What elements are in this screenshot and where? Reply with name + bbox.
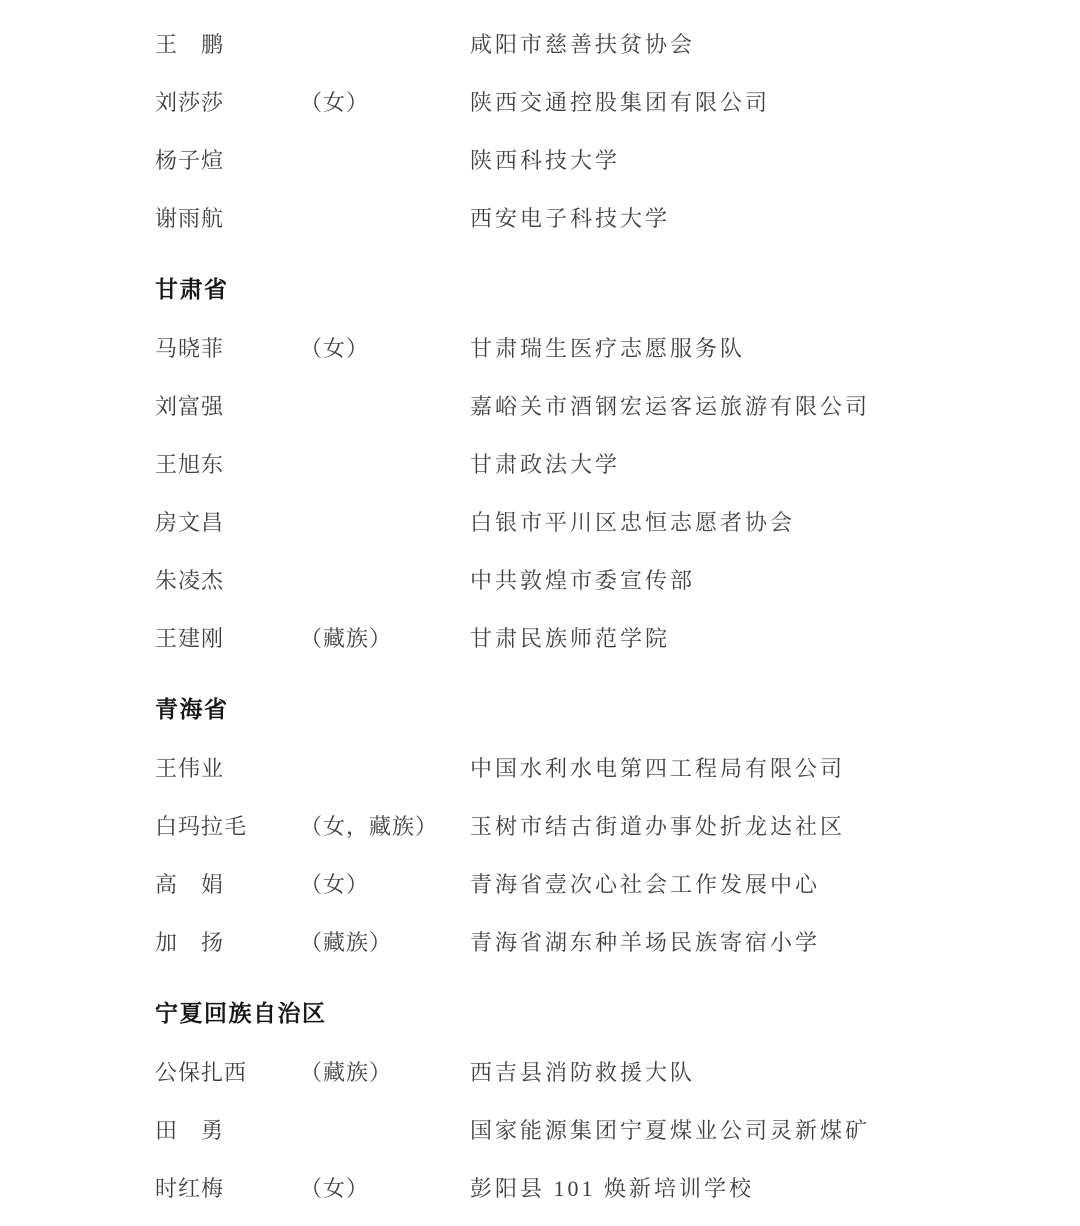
honoree-row — [0, 912, 1080, 970]
award-list — [0, 14, 1080, 1216]
honoree-row — [0, 796, 1080, 854]
honoree-note: （藏族） — [300, 1059, 393, 1085]
honoree-organization: 甘肃政法大学 — [470, 451, 621, 477]
honoree-row — [0, 608, 1080, 666]
honoree-organization: 甘肃瑞生医疗志愿服务队 — [470, 335, 746, 361]
honoree-name: 王 鹏 — [155, 31, 225, 57]
honoree-organization: 咸阳市慈善扶贫协会 — [470, 31, 696, 57]
honoree-organization: 青海省湖东种羊场民族寄宿小学 — [470, 929, 821, 955]
honoree-row — [0, 1100, 1080, 1158]
honoree-row — [0, 492, 1080, 550]
province-heading: 甘肃省 — [155, 276, 229, 302]
honoree-organization: 中共敦煌市委宣传部 — [470, 567, 696, 593]
honoree-name: 房文昌 — [155, 509, 225, 535]
honoree-organization: 白银市平川区忠恒志愿者协会 — [470, 509, 796, 535]
honoree-row — [0, 738, 1080, 796]
honoree-organization: 青海省壹次心社会工作发展中心 — [470, 871, 821, 897]
honoree-organization: 陕西交通控股集团有限公司 — [470, 89, 771, 115]
province-section — [0, 982, 1080, 1216]
honoree-name: 王旭东 — [155, 451, 225, 477]
honoree-name: 王伟业 — [155, 755, 225, 781]
honoree-note: （藏族） — [300, 929, 393, 955]
honoree-name: 刘莎莎 — [155, 89, 225, 115]
province-section — [0, 14, 1080, 246]
province-heading: 青海省 — [155, 696, 229, 722]
honoree-row — [0, 1158, 1080, 1216]
honoree-organization: 陕西科技大学 — [470, 147, 621, 173]
honoree-row — [0, 434, 1080, 492]
province-section — [0, 258, 1080, 666]
honoree-name: 刘富强 — [155, 393, 225, 419]
honoree-note: （女，藏族） — [300, 813, 439, 839]
honoree-name: 公保扎西 — [155, 1059, 248, 1085]
honoree-note: （女） — [300, 871, 370, 897]
honoree-note: （女） — [300, 89, 370, 115]
province-section — [0, 678, 1080, 970]
honoree-name: 白玛拉毛 — [155, 813, 248, 839]
honoree-row — [0, 130, 1080, 188]
honoree-organization: 彭阳县 101 焕新培训学校 — [470, 1175, 755, 1201]
honoree-row — [0, 550, 1080, 608]
honoree-organization: 中国水利水电第四工程局有限公司 — [470, 755, 846, 781]
province-heading: 宁夏回族自治区 — [155, 1000, 327, 1026]
honoree-organization: 西安电子科技大学 — [470, 205, 671, 231]
honoree-name: 高 娟 — [155, 871, 225, 897]
honoree-note: （藏族） — [300, 625, 393, 651]
honoree-row — [0, 188, 1080, 246]
honoree-note: （女） — [300, 335, 370, 361]
honoree-row — [0, 1042, 1080, 1100]
honoree-note: （女） — [300, 1175, 370, 1201]
honoree-row — [0, 854, 1080, 912]
honoree-row — [0, 72, 1080, 130]
honoree-organization: 玉树市结古街道办事处折龙达社区 — [470, 813, 846, 839]
honoree-name: 时红梅 — [155, 1175, 225, 1201]
honoree-row — [0, 318, 1080, 376]
honoree-name: 杨子煊 — [155, 147, 225, 173]
honoree-name: 朱凌杰 — [155, 567, 225, 593]
honoree-organization: 国家能源集团宁夏煤业公司灵新煤矿 — [470, 1117, 871, 1143]
honoree-organization: 嘉峪关市酒钢宏运客运旅游有限公司 — [470, 393, 871, 419]
honoree-name: 加 扬 — [155, 929, 225, 955]
honoree-name: 马晓菲 — [155, 335, 225, 361]
honoree-name: 田 勇 — [155, 1117, 225, 1143]
honoree-organization: 西吉县消防救援大队 — [470, 1059, 696, 1085]
honoree-name: 谢雨航 — [155, 205, 225, 231]
honoree-name: 王建刚 — [155, 625, 225, 651]
honoree-row — [0, 376, 1080, 434]
honoree-row — [0, 14, 1080, 72]
honoree-organization: 甘肃民族师范学院 — [470, 625, 671, 651]
